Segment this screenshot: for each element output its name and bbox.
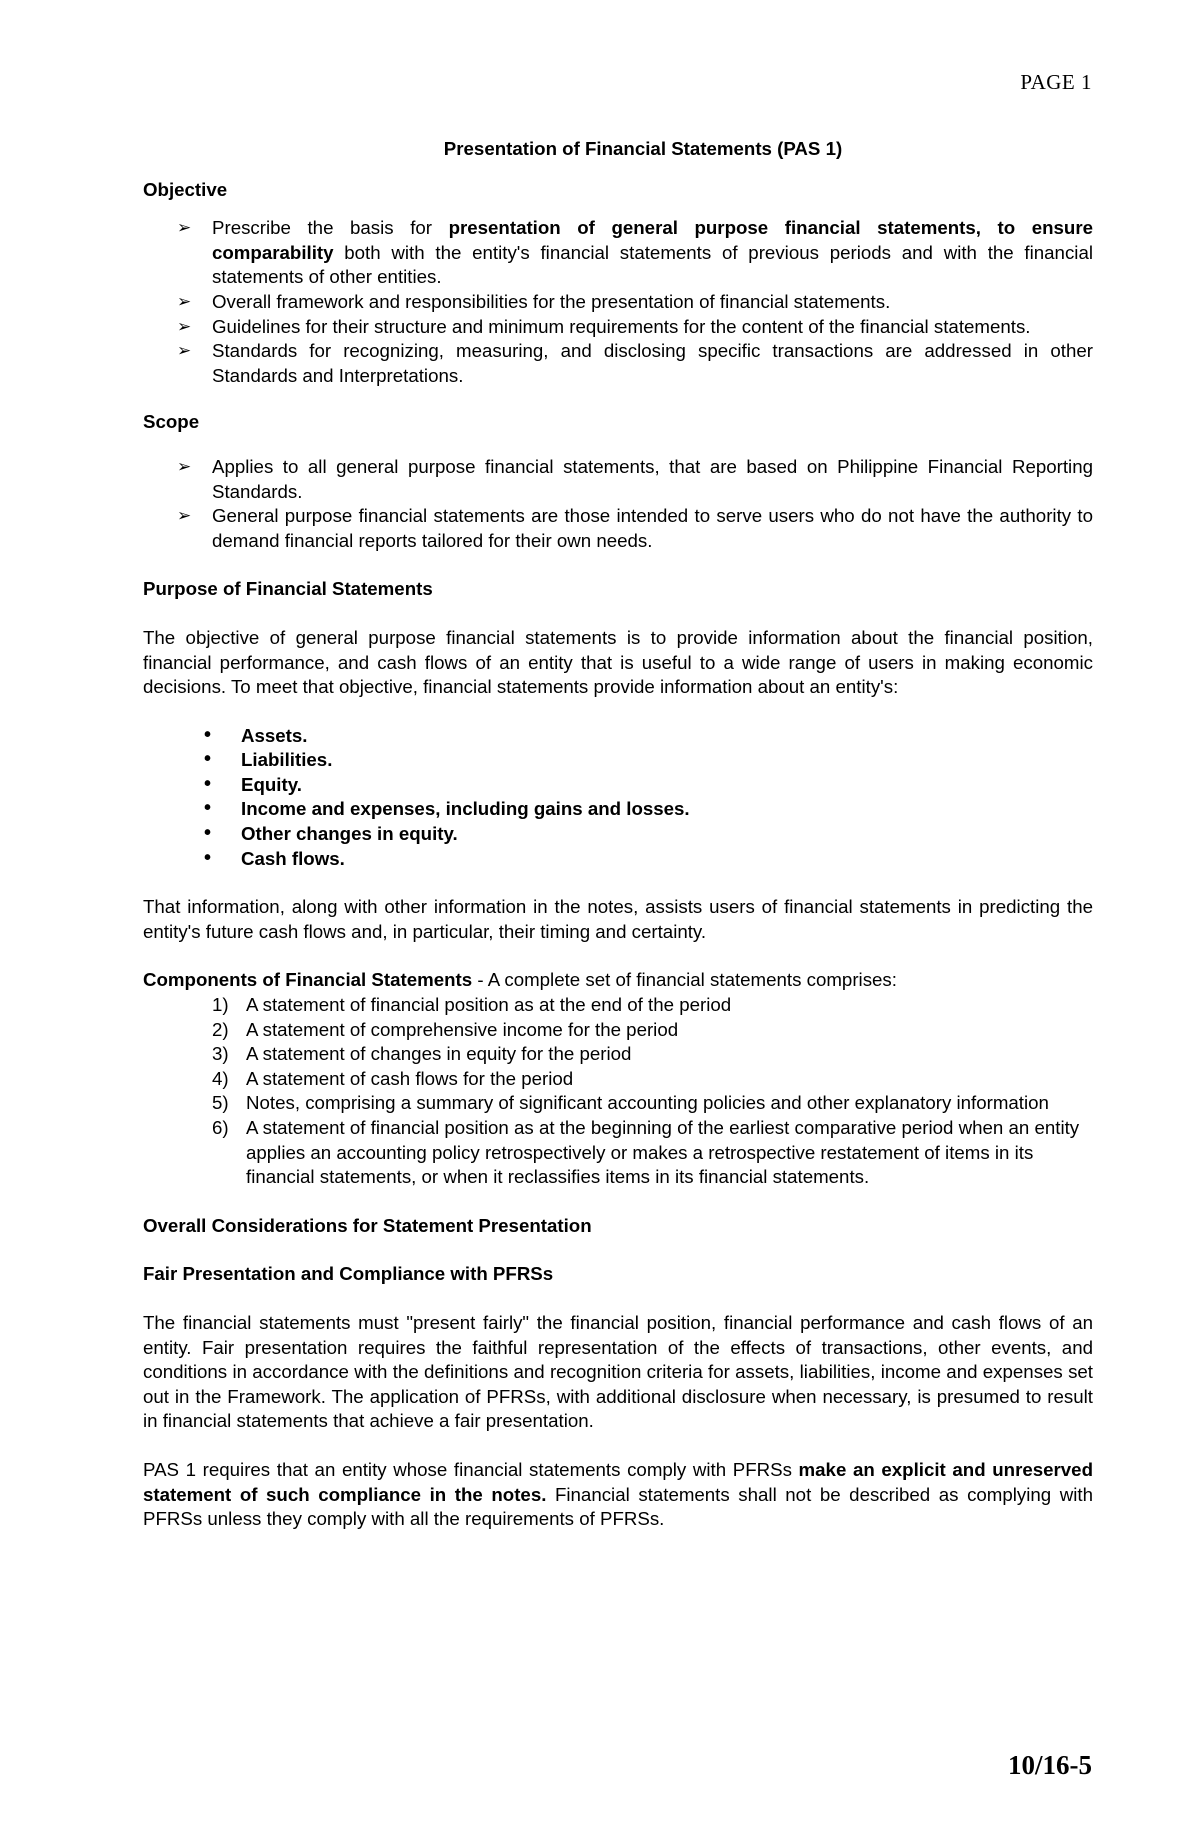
item-number: 4) xyxy=(212,1067,229,1089)
overall-heading: Overall Considerations for Statement Presentation xyxy=(143,1214,592,1236)
objective-heading: Objective xyxy=(143,178,228,200)
arrow-bullet-icon: ➢ xyxy=(177,316,192,336)
item-text: A statement of financial position as at the beginning of the earliest comparative period when an entity applies an accounting policy retrospectively or makes a retrospective restatement of items in its financial statements, or when it reclassifies items in its financial statements. xyxy=(246,1117,1080,1188)
scope-list xyxy=(143,455,1093,553)
components-list xyxy=(143,993,1093,1190)
list-item xyxy=(143,315,1093,340)
compliance-text: PAS 1 requires that an entity whose financial statements comply with PFRSs xyxy=(143,1458,799,1480)
item-text: Applies to all general purpose financial statements, that are based on Philippine Financial Reporting Standards. xyxy=(212,455,1093,502)
list-item xyxy=(143,1042,1093,1067)
arrow-bullet-icon: ➢ xyxy=(177,291,192,311)
document-code: 10/16-5 xyxy=(1008,1750,1092,1780)
item-number: 3) xyxy=(212,1043,229,1065)
item-text: A statement of changes in equity for the period xyxy=(246,1043,632,1065)
item-text: A statement of cash flows for the period xyxy=(246,1067,574,1089)
components-heading: Components of Financial Statements xyxy=(143,969,473,991)
list-item xyxy=(143,797,1093,822)
list-item xyxy=(143,455,1093,504)
components-intro: - A complete set of financial statements comprises: xyxy=(472,969,897,991)
list-item xyxy=(143,847,1093,872)
list-item xyxy=(143,822,1093,847)
list-item xyxy=(143,290,1093,315)
purpose-paragraph: The objective of general purpose financial statements is to provide information about the financial position, financial performance, and cash flows of an entity that is useful to a wide range of users in making economic decisions. To meet that objective, financial statements provide information about an entity's: xyxy=(143,626,1093,698)
arrow-bullet-icon: ➢ xyxy=(177,218,192,238)
bullet-icon: • xyxy=(204,772,212,795)
item-number: 1) xyxy=(212,994,229,1016)
document-body xyxy=(143,137,1093,1532)
arrow-bullet-icon: ➢ xyxy=(177,506,192,526)
item-text: Overall framework and responsibilities for the presentation of financial statements. xyxy=(212,290,891,312)
objective-list xyxy=(143,216,1093,388)
purpose-heading: Purpose of Financial Statements xyxy=(143,578,433,600)
components-intro-line xyxy=(143,968,1093,993)
item-text: both with the entity's financial statements of previous periods and with the financial statements of other entities. xyxy=(212,241,1093,288)
fair-presentation-section xyxy=(143,1262,1093,1531)
compliance-text: Financial statements shall not be described as complying with PFRSs unless they comply with all the requirements of PFRSs. xyxy=(143,1483,1093,1530)
item-text: Standards for recognizing, measuring, and disclosing specific transactions are addressed in other Standards and Interpretations. xyxy=(212,340,1093,386)
item-text: Equity. xyxy=(241,773,302,795)
list-item xyxy=(143,1091,1093,1116)
list-item xyxy=(143,773,1093,798)
item-text: Cash flows. xyxy=(241,847,345,869)
item-text: Liabilities. xyxy=(241,749,333,771)
bullet-icon: • xyxy=(204,797,212,820)
arrow-bullet-icon: ➢ xyxy=(177,456,192,476)
components-section xyxy=(143,968,1093,1189)
list-item xyxy=(143,1116,1093,1190)
bullet-icon: • xyxy=(204,822,212,845)
fair-presentation-heading: Fair Presentation and Compliance with PFRSs xyxy=(143,1263,554,1285)
document-title: Presentation of Financial Statements (PAS 1) xyxy=(443,138,843,159)
bullet-icon: • xyxy=(204,846,212,869)
list-item xyxy=(143,1067,1093,1092)
list-item xyxy=(143,216,1093,290)
page-number-label: PAGE 1 xyxy=(1020,70,1092,94)
arrow-bullet-icon: ➢ xyxy=(177,341,192,361)
item-number: 2) xyxy=(212,1018,229,1040)
item-text: A statement of comprehensive income for the period xyxy=(246,1018,679,1040)
item-text: A statement of financial position as at the end of the period xyxy=(246,994,732,1016)
bullet-icon: • xyxy=(204,723,212,746)
list-item xyxy=(143,1018,1093,1043)
item-bold-text: presentation of general purpose financial statements, to ensure comparability xyxy=(212,217,1094,263)
item-number: 6) xyxy=(212,1117,229,1138)
purpose-bullets xyxy=(143,724,1093,872)
list-item xyxy=(143,993,1093,1018)
item-number: 5) xyxy=(212,1092,229,1114)
bullet-icon: • xyxy=(204,748,212,771)
item-text: Assets. xyxy=(241,724,308,746)
compliance-paragraph xyxy=(143,1458,1093,1532)
list-item xyxy=(143,504,1093,553)
item-text: Notes, comprising a summary of significant accounting policies and other explanatory information xyxy=(246,1092,1049,1114)
item-text: Guidelines for their structure and minimum requirements for the content of the financial statements. xyxy=(212,315,1031,337)
scope-section xyxy=(143,410,1093,553)
fair-presentation-paragraph: The financial statements must "present fairly" the financial position, financial performance and cash flows of an entity. Fair presentation requires the faithful representation of the effects of transactions, other events, and conditions in accordance with the definitions and recognition criteria for assets, liabilities, income and expenses set out in the Framework. The application of PFRSs, with additional disclosure when necessary, is presumed to result in financial statements that achieve a fair presentation. xyxy=(143,1311,1093,1432)
item-text: Income and expenses, including gains and losses. xyxy=(241,798,690,820)
item-text: General purpose financial statements are those intended to serve users who do not have the authority to demand financial reports tailored for their own needs. xyxy=(212,505,1093,551)
item-text: Prescribe the basis for xyxy=(212,217,449,239)
list-item xyxy=(143,724,1093,749)
list-item xyxy=(143,339,1093,388)
list-item xyxy=(143,748,1093,773)
item-text: Other changes in equity. xyxy=(241,823,458,845)
objective-section xyxy=(143,178,1093,389)
scope-heading: Scope xyxy=(143,411,200,433)
purpose-closing: That information, along with other information in the notes, assists users of financial statements in predicting the entity's future cash flows and, in particular, their timing and certainty. xyxy=(143,896,1093,942)
purpose-section xyxy=(143,577,1093,944)
compliance-bold-text: make an explicit and unreserved statement of such compliance in the notes. xyxy=(143,1458,1093,1505)
